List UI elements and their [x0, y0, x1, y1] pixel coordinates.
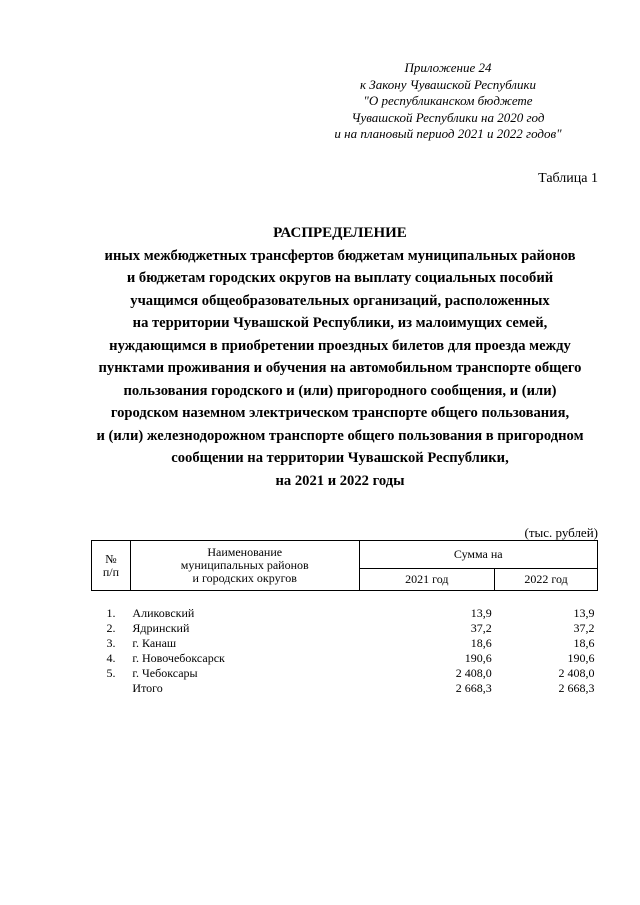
row-value-2021: 190,6	[464, 651, 492, 665]
appendix-line: и на плановый период 2021 и 2022 годов"	[334, 126, 562, 141]
distribution-table	[91, 540, 598, 696]
table-row	[92, 636, 598, 651]
row-number	[92, 681, 131, 696]
heading-line: иных межбюджетных трансфертов бюджетам муниципальных районов	[104, 247, 576, 264]
row-number: 4.	[106, 651, 116, 665]
heading-line: сообщении на территории Чувашской Республики,	[171, 450, 509, 466]
row-value-2022: 2 668,3	[558, 681, 595, 695]
table-total-row	[92, 681, 598, 696]
row-name: г. Чебоксары	[132, 666, 198, 680]
header-sum: Сумма на	[359, 541, 598, 569]
header-number: № п/п	[92, 541, 131, 591]
row-value-2022: 37,2	[573, 621, 595, 635]
header-name: Наименование муниципальных районов и городских округов	[130, 541, 359, 591]
heading-line: и бюджетам городских округов на выплату социальных пособий	[126, 270, 554, 286]
row-value-2022: 2 408,0	[558, 666, 595, 680]
row-value-2021: 2 668,3	[455, 681, 492, 695]
table-row	[92, 666, 598, 681]
table-row	[92, 621, 598, 636]
units-label: (тыс. рублей)	[524, 525, 598, 540]
row-value-2022: 190,6	[567, 651, 595, 665]
table-row	[92, 606, 598, 621]
table-label: Таблица 1	[538, 171, 598, 186]
row-number: 1.	[106, 606, 116, 620]
heading-line: и (или) железнодорожном транспорте общего пользования в пригородном	[96, 427, 584, 444]
row-value-2022: 18,6	[573, 636, 595, 650]
heading-line: на территории Чувашской Республики, из малоимущих семей,	[132, 315, 548, 331]
header-year-2022: 2022 год	[495, 569, 598, 591]
row-value-2021: 37,2	[470, 621, 492, 635]
heading-title: РАСПРЕДЕЛЕНИЕ	[273, 225, 407, 241]
row-value-2021: 13,9	[470, 606, 492, 620]
heading-line: учащимся общеобразовательных организаций, расположенных	[130, 292, 550, 309]
row-number: 3.	[106, 636, 116, 650]
appendix-line: к Закону Чувашской Республики	[359, 76, 537, 92]
appendix-line: Приложение 24	[404, 60, 492, 75]
appendix-line: Чувашской Республики на 2020 год	[351, 109, 545, 125]
row-value-2022: 13,9	[573, 606, 595, 620]
row-value-2021: 2 408,0	[455, 666, 492, 680]
row-value-2021: 18,6	[470, 636, 492, 650]
row-name: г. Канаш	[132, 636, 177, 650]
heading-line: городском наземном электрическом транспорте общего пользования,	[110, 405, 570, 421]
appendix-line: "О республиканском бюджете	[363, 93, 533, 108]
row-name: Итого	[132, 681, 163, 695]
row-number: 5.	[106, 666, 116, 680]
header-year-2021: 2021 год	[359, 569, 495, 591]
row-name: Аликовский	[132, 606, 195, 620]
heading-line: нуждающимся в приобретении проездных билетов для проезда между	[109, 337, 571, 354]
row-number: 2.	[106, 621, 116, 635]
heading-line: на 2021 и 2022 годы	[275, 472, 405, 489]
document-heading	[60, 222, 620, 492]
row-name: г. Новочебоксарск	[132, 651, 225, 665]
row-name: Ядринский	[132, 621, 190, 635]
appendix-reference	[300, 60, 596, 143]
table-row	[92, 651, 598, 666]
heading-line: пользования городского и (или) пригородного сообщения, и (или)	[123, 382, 557, 399]
heading-line: пунктами проживания и обучения на автомобильном транспорте общего	[98, 360, 582, 376]
